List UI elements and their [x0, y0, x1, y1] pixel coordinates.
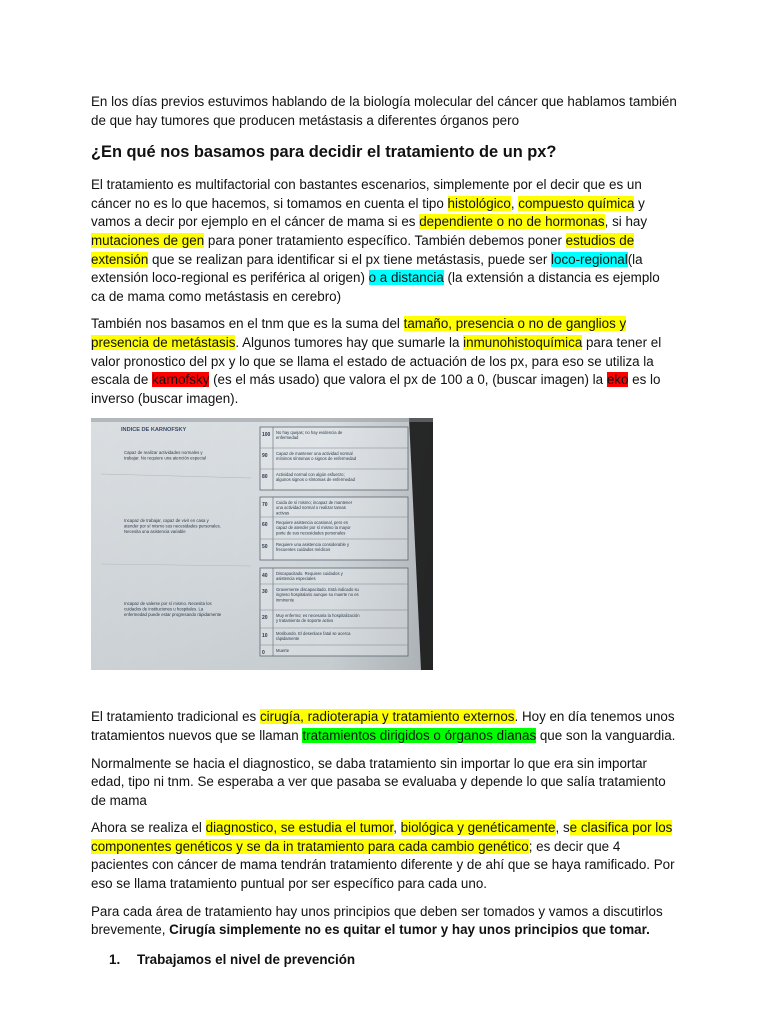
- karnofsky-description-line: Actividad normal con algún esfuerzo;: [276, 472, 345, 478]
- group-description-line: Incapaz de valerse por sí mismo. Necesita los: [124, 601, 212, 607]
- paragraph-past-approach: Normalmente se hacia el diagnostico, se daba tratamiento sin importar lo que era sin importar edad, tipo ni tnm. Se esperaba a ver que pasaba se evaluaba y depende lo que salía tratamiento de mama: [91, 755, 666, 808]
- karnofsky-description-line: No hay quejas; no hay evidencia de: [276, 430, 343, 436]
- karnofsky-description-line: algunos signos o síntomas de enfermedad: [276, 477, 355, 483]
- karnofsky-description-line: Moribundo. El desenlace fatal se acerca: [276, 631, 351, 637]
- karnofsky-description-line: activas: [276, 510, 290, 516]
- text-run: (la extensión a distancia es ejemplo ca de mama como metástasis en cerebro): [91, 270, 660, 304]
- text-run: , si hay: [604, 214, 648, 230]
- highlight-targeted: tratamientos dirigidos o órganos dianas: [302, 727, 537, 743]
- text-run: Para cada área de tratamiento hay unos principios que deben ser tomados y vamos a discutirlos brevemente,: [91, 903, 663, 938]
- text-run: (es el más usado) que valora el px de 100 a 0, (buscar imagen) la: [209, 372, 607, 388]
- karnofsky-index-photo: [91, 418, 433, 670]
- highlight-biologica: biológica y genéticamente: [400, 820, 556, 836]
- karnofsky-score: 80: [262, 474, 268, 481]
- group-description-line: Necesita una asistencia variable: [124, 529, 186, 535]
- list-text: Trabajamos el nivel de prevención: [137, 951, 356, 967]
- text-run: (la extensión loco-regional es periférica al origen): [91, 251, 643, 286]
- karnofsky-table-image: [91, 418, 433, 670]
- numbered-list-item: [91, 952, 677, 967]
- karnofsky-score: 60: [262, 522, 268, 529]
- karnofsky-score: 90: [262, 453, 268, 460]
- group-description-line: atender por sí mismo sus necesidades personales.: [124, 523, 221, 529]
- highlight-clasifica: e clasifica por los componentes genéticos y se da in tratamiento para cada cambio genético: [91, 820, 673, 854]
- highlight-traditional: cirugía, radioterapia y tratamiento externos: [259, 709, 515, 725]
- karnofsky-description-line: parte de sus necesidades personales: [276, 530, 346, 536]
- karnofsky-description-line: asistencia especiales: [276, 576, 316, 582]
- text-run: que se realizan para identificar si el px tiene metástasis, puede ser: [148, 251, 552, 267]
- karnofsky-description-line: Requiere asistencia ocasional, pero es: [276, 520, 348, 526]
- karnofsky-description-line: Gravemente discapacitado. Está indicado su: [276, 587, 359, 593]
- karnofsky-score: 0: [262, 650, 265, 657]
- karnofsky-description-line: Discapacitado. Requiere cuidados y: [276, 571, 343, 577]
- highlight-tnm-components: tamaño, presencia o no de ganglios y presencia de metástasis: [91, 316, 627, 350]
- highlight-histologico: histológico: [447, 195, 511, 211]
- text-run: ,: [393, 820, 401, 836]
- highlight-hormonas: dependiente o no de hormonas: [419, 214, 605, 230]
- text-run: El tratamiento tradicional es: [91, 709, 260, 725]
- karnofsky-description-line: ingreso hospitalario aunque su muerte no es: [276, 592, 359, 598]
- group-description-line: cuidados de instituciones u hospitales. La: [124, 606, 204, 612]
- highlight-mutaciones: mutaciones de gen: [91, 232, 205, 248]
- group-description-line: Capaz de realizar actividades normales y: [124, 450, 203, 456]
- text-run: . Algunos tumores hay que sumarle la: [235, 334, 464, 350]
- highlight-eko: eko: [606, 372, 629, 388]
- karnofsky-description-line: inminente: [276, 597, 295, 603]
- group-description-line: trabajar. No requiere una atención especial: [124, 455, 206, 461]
- text-run: es lo inverso (buscar imagen).: [91, 372, 661, 406]
- karnofsky-score: 10: [262, 633, 268, 640]
- highlight-diagnostico: diagnostico, se estudia el tumor: [205, 820, 394, 836]
- karnofsky-score: 20: [262, 615, 268, 622]
- section-heading: ¿En qué nos basamos para decidir el tratamiento de un px?: [91, 143, 557, 162]
- paragraph-tnm: [91, 315, 677, 408]
- karnofsky-description-line: y tratamiento de soporte activo: [276, 618, 334, 624]
- text-run: que son la vanguardia.: [536, 727, 676, 743]
- highlight-estudios-extension: estudios de extensión: [91, 232, 635, 267]
- karnofsky-score: 40: [262, 573, 268, 580]
- text-run: . Hoy en día tenemos unos tratamientos nuevos que se llaman: [91, 709, 675, 743]
- karnofsky-score: 100: [262, 432, 271, 439]
- karnofsky-description-line: Capaz de mantener una actividad normal: [276, 451, 353, 457]
- karnofsky-score: 30: [262, 589, 268, 596]
- figure-title: INDICE DE KARNOFSKY: [121, 427, 187, 434]
- group-description-line: Incapaz de trabajar, capaz de vivir en casa y: [124, 518, 209, 524]
- paragraph-current-approach: [91, 819, 677, 893]
- karnofsky-score: 70: [262, 502, 268, 509]
- text-run: También nos basamos en el tnm que es la suma del: [91, 316, 404, 332]
- paragraph-principles: [91, 903, 677, 940]
- highlight-loco-regional: loco-regional: [551, 251, 628, 267]
- list-number: 1.: [109, 951, 121, 967]
- text-run: Ahora se realiza el: [91, 820, 206, 836]
- karnofsky-description-line: Cuida de sí mismo; incapaz de mantener: [276, 500, 353, 506]
- bold-surgery-statement: Cirugía simplemente no es quitar el tumor y hay unos principios que tomar.: [169, 922, 650, 938]
- karnofsky-description-line: una actividad normal o realizar tareas: [276, 505, 346, 511]
- highlight-compuesto-quimica: compuesto química: [518, 195, 635, 211]
- karnofsky-description-line: enfermedad: [276, 435, 299, 441]
- text-run: , s: [555, 820, 570, 836]
- text-run: para poner tratamiento específico. También debemos poner: [204, 232, 566, 248]
- highlight-inmunohistoquimica: inmunohistoquímica: [463, 334, 583, 350]
- paragraph-traditional-treatment: [91, 708, 677, 745]
- intro-paragraph: En los días previos estuvimos hablando de la biología molecular del cáncer que hablamos también de que hay tumores que producen metástasis a diferentes órganos pero: [91, 94, 677, 128]
- text-run: y vamos a decir por ejemplo en el cáncer de mama si es: [91, 195, 645, 230]
- paragraph-treatment-factors: [91, 176, 677, 306]
- karnofsky-description-line: frecuentes cuidados médicos: [276, 547, 331, 553]
- text-run: ; es decir que 4 pacientes con cáncer de mama tendrán tratamiento diferente y de ahí que se haya ramificado. Por eso se llama tratamiento puntual por ser específico para cada uno.: [91, 838, 675, 892]
- group-description-line: enfermedad puede estar progresando rápidamente: [124, 612, 222, 618]
- karnofsky-description-line: rápidamente: [276, 636, 300, 642]
- text-run: El tratamiento es multifactorial con bastantes escenarios, simplemente por el decir que es un cáncer no es lo que hacemos, si tomamos en cuenta el tipo: [91, 177, 642, 211]
- karnofsky-description-line: Requiere una asistencia considerable y: [276, 542, 350, 548]
- karnofsky-description-line: Muy enfermo; es necesaria la hospitalización: [276, 613, 360, 619]
- highlight-karnofsky: karnofsky: [152, 372, 210, 388]
- highlight-a-distancia: o a distancia: [368, 270, 444, 286]
- karnofsky-description-line: Muerte: [276, 648, 290, 654]
- text-run: ,: [510, 195, 519, 211]
- karnofsky-score: 50: [262, 544, 268, 551]
- karnofsky-description-line: capaz de atender por sí mismo la mayor: [276, 525, 351, 531]
- karnofsky-description-line: mínimos síntomas o signos de enfermedad: [276, 456, 357, 462]
- text-run: para tener el valor pronostico del px y lo que se llama el estado de actuación de los px, para eso se utiliza la escala de: [91, 334, 662, 388]
